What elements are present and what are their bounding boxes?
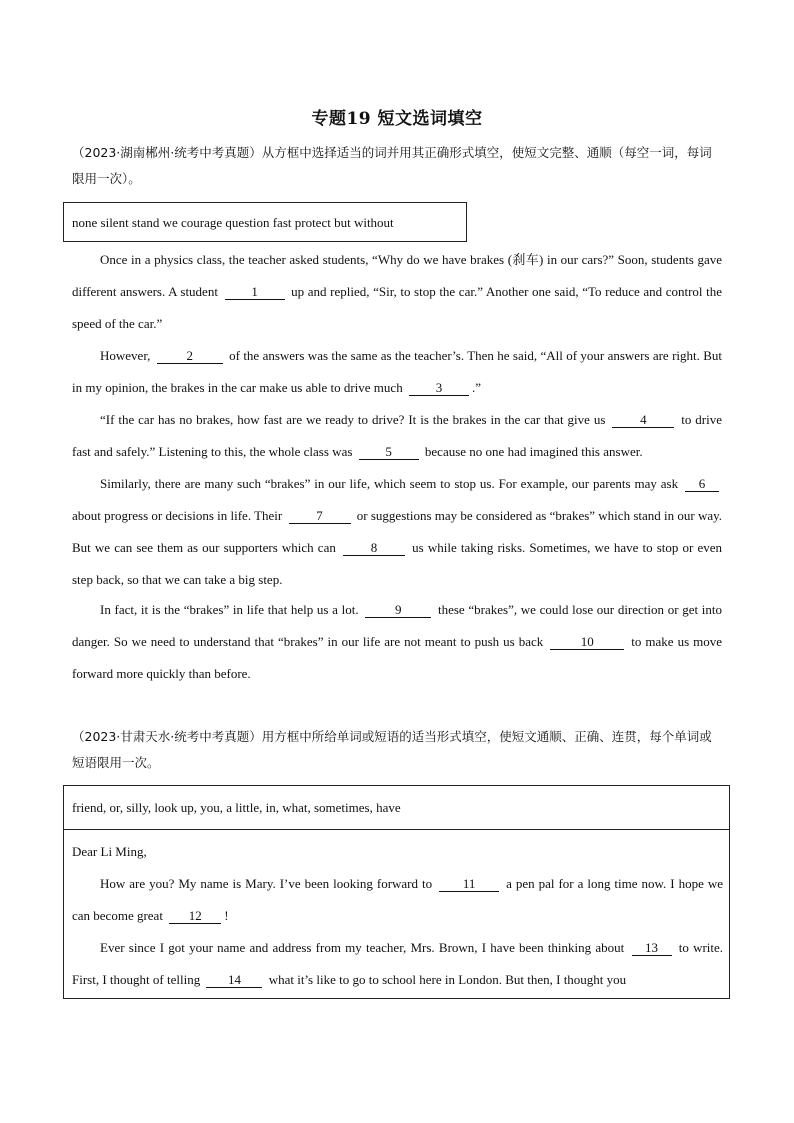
blank-6[interactable]: 6 — [685, 476, 719, 492]
text: Ever since I got your name and address from my teacher, Mrs. Brown, I have been thinking about — [100, 940, 625, 955]
text: because no one had imagined this answer. — [424, 444, 643, 459]
blank-4[interactable]: 4 — [612, 412, 674, 428]
text: to drive fast and safely.” Listening to this, the whole class was — [72, 412, 723, 459]
paragraph-5 — [72, 594, 722, 690]
blank-1[interactable]: 1 — [225, 284, 285, 300]
blank-13[interactable]: 13 — [632, 940, 672, 956]
text: How are you? My name is Mary. I’ve been looking forward to — [100, 876, 433, 891]
blank-7[interactable]: 7 — [289, 508, 351, 524]
text: up and replied, “Sir, to stop the car.” Another one said, “To reduce and control the speed of the car.” — [72, 284, 723, 331]
text: Once in a physics class, the teacher asked students, “Why do we have brakes (刹车) in our cars?” Soon, students gave different answers. A student — [72, 252, 722, 299]
section2-word-box: friend, or, silly, look up, you, a little, in, what, sometimes, have — [64, 786, 729, 830]
blank-11[interactable]: 11 — [439, 876, 499, 892]
text: to write. First, I thought of telling — [72, 940, 724, 987]
text: what it’s like to go to school here in London. But then, I thought you — [268, 972, 627, 987]
blank-9[interactable]: 9 — [365, 602, 431, 618]
blank-3[interactable]: 3 — [409, 380, 469, 396]
text: However, — [100, 348, 151, 363]
letter-paragraph-1 — [72, 868, 723, 932]
paragraph-2 — [72, 340, 722, 404]
blank-8[interactable]: 8 — [343, 540, 405, 556]
text: these “brakes”, we could lose our direction or get into danger. So we need to understand that “brakes” in our life are not meant to push us back — [72, 602, 723, 649]
letter-paragraph-2 — [72, 932, 723, 996]
blank-10[interactable]: 10 — [550, 634, 624, 650]
text: a pen pal for a long time now. I hope we can become great — [72, 876, 724, 923]
text: “If the car has no brakes, how fast are we ready to drive? It is the brakes in the car that give us — [100, 412, 606, 427]
section2-box — [63, 785, 730, 999]
text: or suggestions may be considered as “brakes” which stand in our way. But we can see them as our supporters which can — [72, 508, 723, 555]
blank-2[interactable]: 2 — [157, 348, 223, 364]
paragraph-3 — [72, 404, 722, 468]
text: to make us move forward more quickly than before. — [72, 634, 723, 681]
paragraph-1 — [72, 244, 722, 340]
text: .” — [471, 380, 481, 395]
blank-14[interactable]: 14 — [206, 972, 262, 988]
blank-12[interactable]: 12 — [169, 908, 221, 924]
paragraph-4 — [72, 468, 722, 596]
section1-word-box: none silent stand we courage question fast protect but without — [63, 202, 467, 242]
text: ! — [224, 908, 229, 923]
text: about progress or decisions in life. Their — [72, 508, 283, 523]
letter-greeting: Dear Li Ming, — [72, 844, 147, 859]
text: Similarly, there are many such “brakes” in our life, which seem to stop us. For example, our parents may ask — [100, 476, 679, 491]
text: of the answers was the same as the teacher’s. Then he said, “All of your answers are right. But in my opinion, the brakes in the car make us able to drive much — [72, 348, 723, 395]
text: us while taking risks. Sometimes, we have to stop or even step back, so that we can take a big step. — [72, 540, 723, 587]
section2-instruction: （2023·甘肃天水·统考中考真题）用方框中所给单词或短语的适当形式填空，使短文通顺、正确、连贯，每个单词或短语限用一次。 — [72, 729, 712, 770]
text: In fact, it is the “brakes” in life that help us a lot. — [100, 602, 359, 617]
page-title: 专题19 短文选词填空 — [311, 109, 483, 129]
letter-body — [72, 836, 723, 996]
blank-5[interactable]: 5 — [359, 444, 419, 460]
section1-instruction: （2023·湖南郴州·统考中考真题）从方框中选择适当的词并用其正确形式填空，使短文完整、通顺（每空一词，每词限用一次）。 — [72, 145, 712, 186]
